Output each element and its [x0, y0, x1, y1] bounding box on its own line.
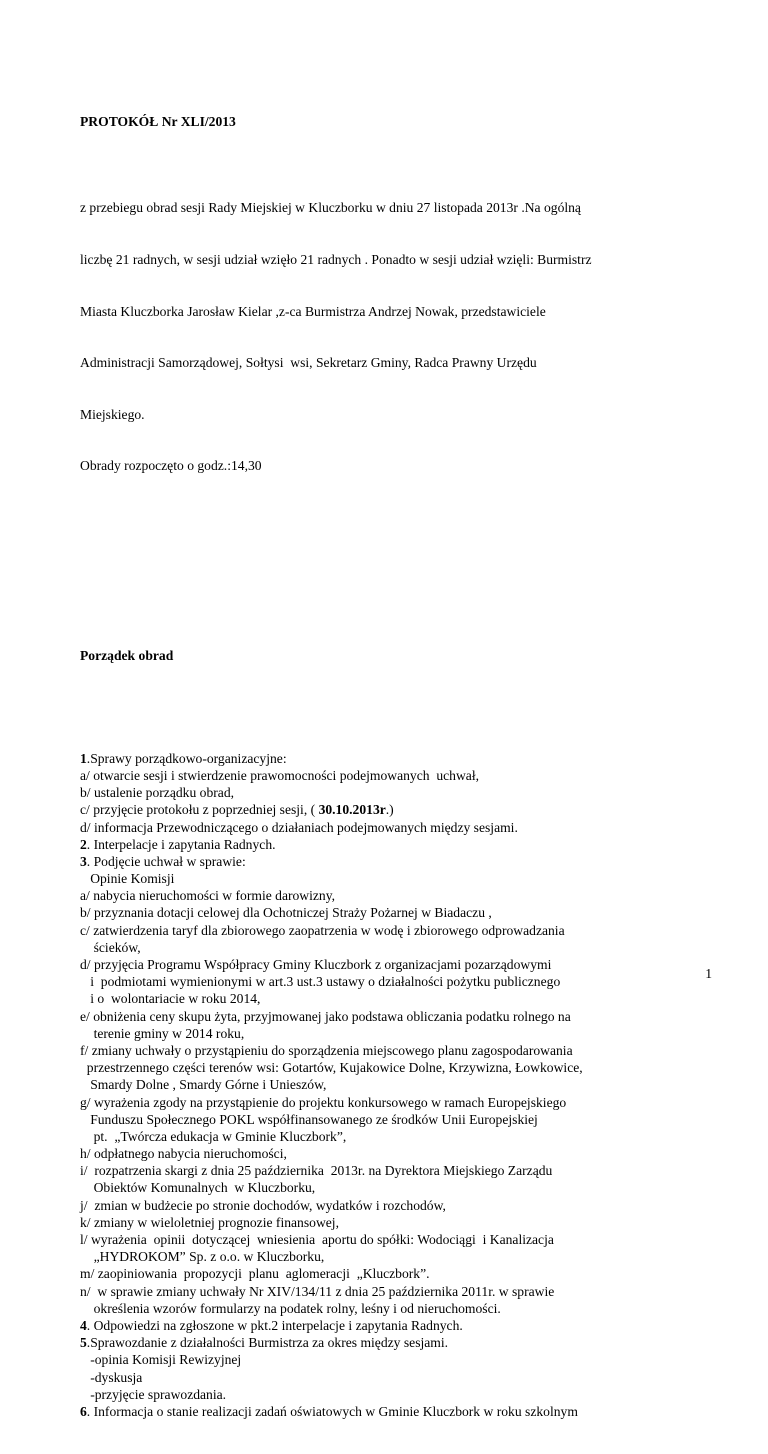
agenda-item-number: 4 — [80, 1317, 87, 1333]
agenda-line-text: określenia wzorów formularzy na podatek rolny, leśny i od nieruchomości. — [80, 1300, 501, 1316]
agenda-line — [80, 784, 680, 801]
agenda-line — [80, 1403, 680, 1420]
agenda-line — [80, 1300, 680, 1317]
agenda-line-text: -przyjęcie sprawozdania. — [80, 1386, 227, 1402]
agenda-line-text: k/ zmiany w wieloletniej prognozie finansowej, — [80, 1214, 339, 1230]
document-body — [80, 79, 680, 1454]
agenda-line — [80, 1076, 680, 1093]
agenda-line — [80, 836, 680, 853]
agenda-line — [80, 1145, 680, 1162]
agenda-line-text: e/ obniżenia ceny skupu żyta, przyjmowanej jako podstawa obliczania podatku rolnego na — [80, 1008, 571, 1024]
agenda-line — [80, 870, 680, 887]
agenda-line-text: . Podjęcie uchwał w sprawie: — [86, 853, 246, 869]
intro-line: Obrady rozpoczęto o godz.:14,30 — [80, 458, 262, 474]
agenda-line — [80, 1059, 680, 1076]
agenda-line — [80, 1231, 680, 1248]
agenda-line — [80, 1334, 680, 1351]
spacer — [80, 543, 680, 560]
agenda-line — [80, 1351, 680, 1368]
agenda-line-text: .Sprawy porządkowo-organizacyjne: — [86, 750, 287, 766]
agenda-line-text: a/ otwarcie sesji i stwierdzenie prawomocności podejmowanych uchwał, — [80, 767, 479, 783]
agenda-line — [80, 1369, 680, 1386]
intro-line: liczbę 21 radnych, w sesji udział wzięło 21 radnych . Ponadto w sesji udział wzięli: Burmistrz — [80, 252, 592, 267]
agenda-item-number: 6 — [80, 1403, 87, 1419]
agenda-line — [80, 853, 680, 870]
agenda-heading: Porządek obrad — [80, 647, 174, 663]
agenda-line-text: Funduszu Społecznego POKL współfinansowanego ze środków Unii Europejskiej — [80, 1111, 538, 1127]
agenda-line — [80, 939, 680, 956]
agenda-item-number: 2 — [80, 836, 87, 852]
agenda-line — [80, 1162, 680, 1179]
agenda-line — [80, 1008, 680, 1025]
agenda-line — [80, 973, 680, 990]
agenda-line — [80, 1094, 680, 1111]
agenda-line — [80, 801, 680, 818]
agenda-line-text: b/ przyznania dotacji celowej dla Ochotniczej Straży Pożarnej w Biadaczu , — [80, 905, 492, 921]
agenda-item-number: 3 — [80, 853, 87, 869]
agenda-line-text: m/ zaopiniowania propozycji planu aglomeracji „Kluczbork”. — [80, 1266, 430, 1282]
agenda-line — [80, 1111, 680, 1128]
agenda-line — [80, 750, 680, 767]
agenda-item-number: 5 — [80, 1335, 87, 1351]
agenda-line-text: c/ przyjęcie protokołu z poprzedniej sesji, ( — [80, 802, 319, 818]
agenda-line-text: Smardy Dolne , Smardy Górne i Unieszów, — [80, 1077, 327, 1093]
agenda-list — [80, 750, 680, 1420]
agenda-line — [80, 1214, 680, 1231]
agenda-line-text: terenie gminy w 2014 roku, — [80, 1025, 245, 1041]
agenda-line-text: b/ ustalenie porządku obrad, — [80, 785, 235, 801]
agenda-line-text: n/ w sprawie zmiany uchwały Nr XIV/134/11 z dnia 25 października 2011r. w sprawie — [80, 1283, 555, 1299]
agenda-line — [80, 1386, 680, 1403]
agenda-line-text: „HYDROKOM” Sp. z o.o. w Kluczborku, — [80, 1249, 325, 1265]
intro-line: Administracji Samorządowej, Sołtysi wsi, Sekretarz Gminy, Radca Prawny Urzędu — [80, 355, 537, 371]
agenda-line-text: przestrzennego części terenów wsi: Gotartów, Kujakowice Dolne, Krzywizna, Łowkowice, — [80, 1060, 583, 1076]
agenda-line — [80, 887, 680, 904]
agenda-line-text: . Odpowiedzi na zgłoszone w pkt.2 interpelacje i zapytania Radnych. — [86, 1317, 463, 1333]
intro-line: Miasta Kluczborka Jarosław Kielar ,z-ca Burmistrza Andrzej Nowak, przedstawiciele — [80, 303, 546, 319]
page-number: 1 — [705, 966, 712, 981]
agenda-line — [80, 904, 680, 921]
agenda-line-text: ścieków, — [80, 939, 141, 955]
spacer — [80, 595, 680, 612]
agenda-line — [80, 990, 680, 1007]
intro-paragraph — [80, 165, 680, 509]
agenda-line — [80, 922, 680, 939]
agenda-line — [80, 1248, 680, 1265]
agenda-line-text: d/ przyjęcia Programu Współpracy Gminy Kluczbork z organizacjami pozarządowymi — [80, 957, 552, 972]
agenda-line-text: .) — [385, 802, 394, 818]
agenda-line — [80, 767, 680, 784]
agenda-line-text: l/ wyrażenia opinii dotyczącej wniesienia aportu do spółki: Wodociągi i Kanalizacja — [80, 1232, 554, 1247]
agenda-line-text: Opinie Komisji — [80, 871, 175, 887]
agenda-line-text: Obiektów Komunalnych w Kluczborku, — [80, 1180, 316, 1196]
agenda-item-number: 1 — [80, 750, 87, 766]
spacer — [80, 698, 680, 715]
agenda-line-text: . Informacja o stanie realizacji zadań oświatowych w Gminie Kluczbork w roku szkolnym — [86, 1403, 578, 1419]
agenda-line-text: h/ odpłatnego nabycia nieruchomości, — [80, 1146, 287, 1162]
agenda-line — [80, 1128, 680, 1145]
agenda-line — [80, 1025, 680, 1042]
agenda-line-text: i podmiotami wymienionymi w art.3 ust.3 ustawy o działalności pożytku publicznego — [80, 974, 561, 990]
intro-line: Miejskiego. — [80, 406, 145, 422]
document-title: PROTOKÓŁ Nr XLI/2013 — [80, 114, 236, 130]
agenda-line-text: j/ zmian w budżecie po stronie dochodów, wydatków i rozchodów, — [80, 1197, 446, 1213]
agenda-line-text: f/ zmiany uchwały o przystąpieniu do sporządzenia miejscowego planu zagospodarowania — [80, 1042, 573, 1058]
agenda-line-text: pt. „Twórcza edukacja w Gminie Kluczbork”, — [80, 1128, 347, 1144]
agenda-line — [80, 1283, 680, 1300]
agenda-line — [80, 1042, 680, 1059]
agenda-line — [80, 819, 680, 836]
agenda-line-text: -dyskusja — [80, 1369, 143, 1385]
agenda-line-text: d/ informacja Przewodniczącego o działaniach podejmowanych między sesjami. — [80, 819, 518, 835]
agenda-line-text: i/ rozpatrzenia skargi z dnia 25 października 2013r. na Dyrektora Miejskiego Zarządu — [80, 1163, 553, 1179]
agenda-line — [80, 1197, 680, 1214]
agenda-line-text: g/ wyrażenia zgody na przystąpienie do projektu konkursowego w ramach Europejskiego — [80, 1094, 567, 1110]
agenda-line — [80, 1317, 680, 1334]
agenda-line-text: -opinia Komisji Rewizyjnej — [80, 1352, 242, 1368]
agenda-line-text: . Interpelacje i zapytania Radnych. — [86, 836, 276, 852]
agenda-line — [80, 956, 680, 973]
agenda-line — [80, 1179, 680, 1196]
agenda-line-date: 30.10.2013r — [318, 802, 386, 818]
agenda-line-text: .Sprawozdanie z działalności Burmistrza za okres między sesjami. — [86, 1335, 449, 1351]
intro-line: z przebiegu obrad sesji Rady Miejskiej w Kluczborku w dniu 27 listopada 2013r .Na ogólną — [80, 200, 581, 216]
agenda-line — [80, 1265, 680, 1282]
agenda-line-text: i o wolontariacie w roku 2014, — [80, 991, 261, 1007]
agenda-line-text: c/ zatwierdzenia taryf dla zbiorowego zaopatrzenia w wodę i zbiorowego odprowadzania — [80, 922, 565, 938]
agenda-line-text: a/ nabycia nieruchomości w formie darowizny, — [80, 888, 336, 904]
